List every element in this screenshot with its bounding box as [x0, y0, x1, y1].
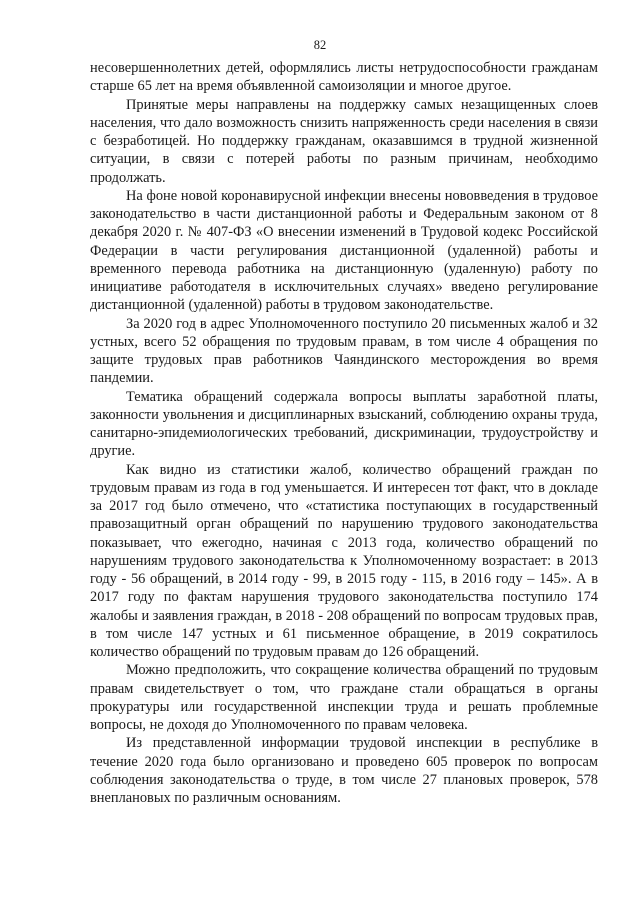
paragraph-remote-work-law: На фоне новой коронавирусной инфекции внесены нововведения в трудовое законодательство в части дистанционной работы и Федеральным законом от 8 декабря 2020 г. № 407-ФЗ «О внесении изменений в Трудовой кодекс Российской Федерации в части регулирования дистанционной (удаленной) работы и временного перевода работника на дистанционную (удаленную) работу по инициативе работодателя в исключительных случаях» введено регулирование дистанционной (удаленной) работы в трудовом законодательстве.	[90, 187, 598, 314]
paragraph-continuation: несовершеннолетних детей, оформлялись листы нетрудоспособности гражданам старше 65 лет на время объявленной самоизоляции и многое другое.	[90, 60, 598, 95]
paragraph-complaint-statistics: Как видно из статистики жалоб, количество обращений граждан по трудовым правам из года в год уменьшается. И интересен тот факт, что в докладе за 2017 год было отмечено, что «статистика поступающих в государственный правозащитный орган обращений по нарушению трудового законодательства показывает, что ежегодно, начиная с 2013 года, количество обращений по нарушениям трудового законодательства к Уполномоченному возрастает: в 2013 году - 56 обращений, в 2014 году - 99, в 2015 году - 115, в 2016 году – 145». А в 2017 году по фактам нарушения трудового законодательства поступило 174 жалобы и заявления граждан, в 2018 - 208 обращений по вопросам трудовых прав, в том числе 147 устных и 61 письменное обращение, в 2019 сократилось количество обращений по трудовым правам до 126 обращений.	[90, 461, 598, 660]
paragraph-complaint-topics: Тематика обращений содержала вопросы выплаты заработной платы, законности увольнения и дисциплинарных взысканий, соблюдению охраны труда, санитарно-эпидемиологических требований, дискриминации, трудоустройству и другие.	[90, 388, 598, 460]
document-body	[90, 59, 598, 807]
paragraph-labor-inspection: Из представленной информации трудовой инспекции в республике в течение 2020 года было организовано и проведено 605 проверок по вопросам соблюдения законодательства о труде, в том числе 27 плановых проверок, 578 внеплановых по различным основаниям.	[90, 735, 598, 806]
paragraph-decline-assumption: Можно предположить, что сокращение количества обращений по трудовым правам свидетельствует о том, что граждане стали обращаться в органы прокуратуры или государственной инспекции труда и решать проблемные вопросы, не доходя до Уполномоченного по правам человека.	[90, 662, 598, 733]
paragraph-support-measures: Принятые меры направлены на поддержку самых незащищенных слоев населения, что дало возможность снизить напряженность среди населения в связи с безработицей. Но поддержку гражданам, оказавшимся в трудной жизненной ситуации, в связи с потерей работы по разным причинам, необходимо продолжать.	[90, 96, 598, 186]
paragraph-complaints-2020: За 2020 год в адрес Уполномоченного поступило 20 письменных жалоб и 32 устных, всего 52 обращения по трудовым правам, в том числе 4 обращения по защите трудовых прав работников Чаяндинского месторождения во время пандемии.	[90, 315, 598, 387]
page-number: 82	[313, 38, 327, 52]
